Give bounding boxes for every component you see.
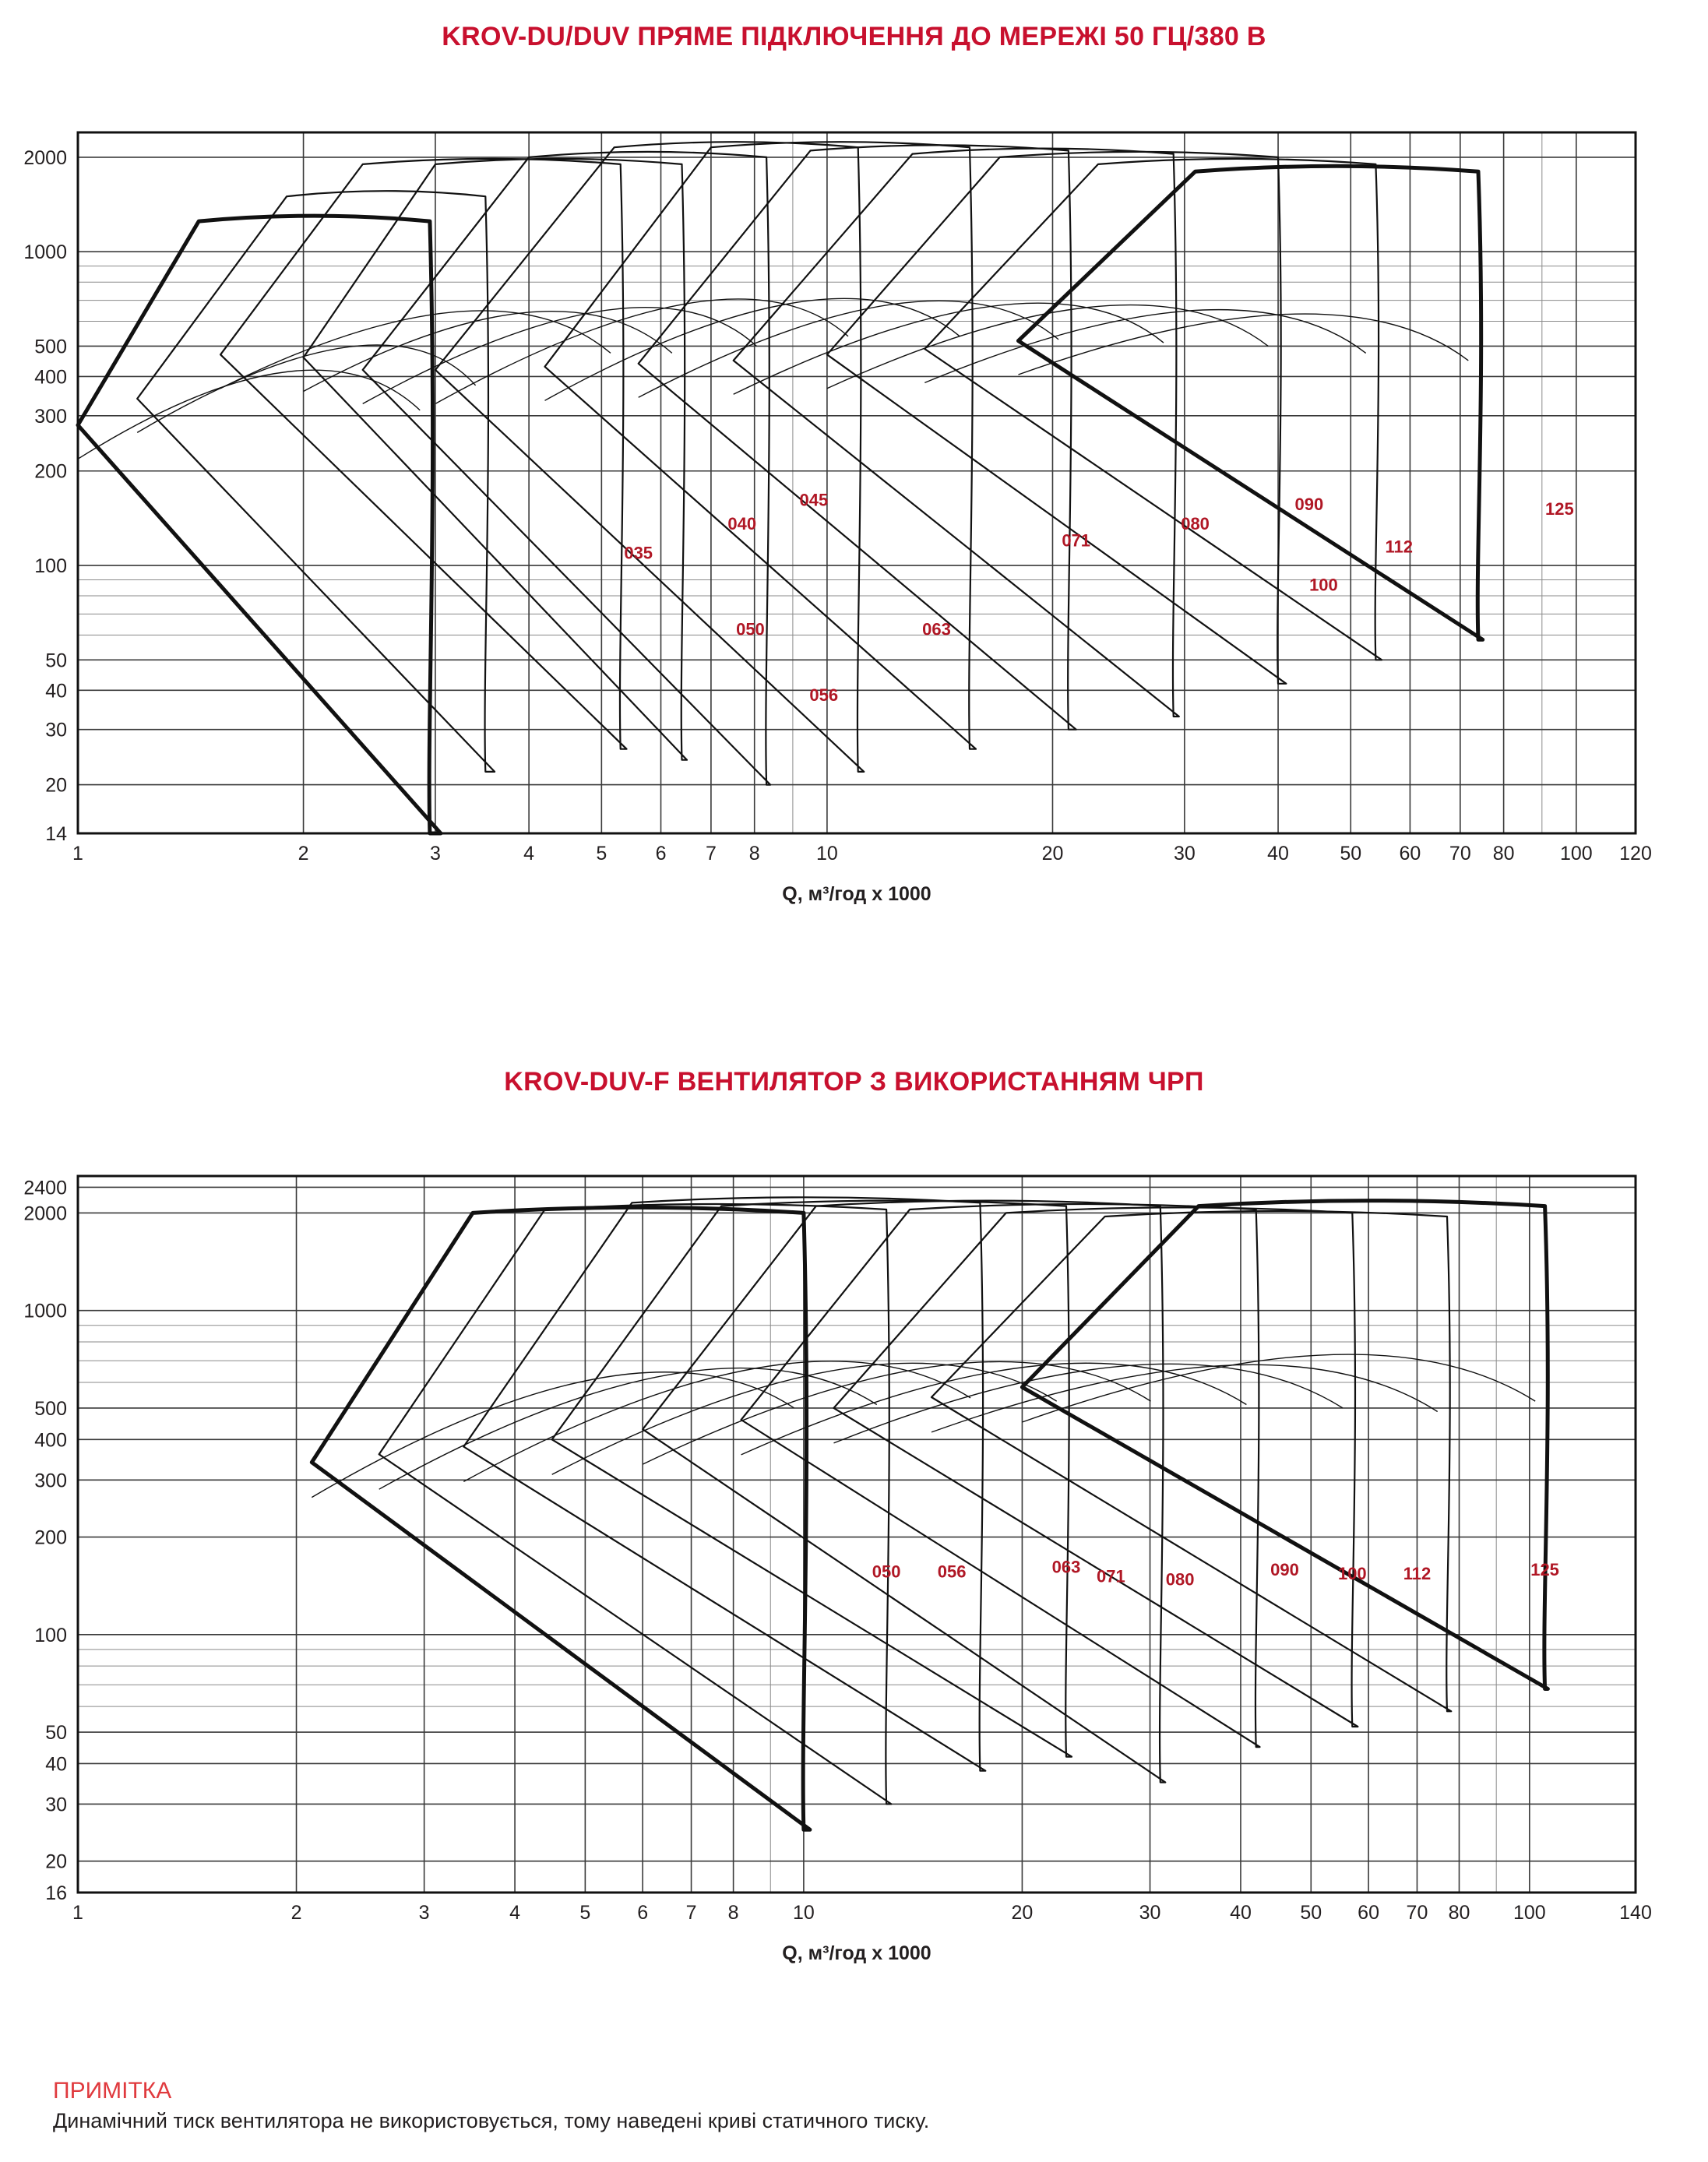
- curve-label-090: 090: [1294, 495, 1324, 515]
- curve-112: [931, 1211, 1451, 1711]
- svg-text:7: 7: [685, 1902, 697, 1924]
- svg-text:14: 14: [45, 823, 67, 845]
- svg-text:100: 100: [1559, 843, 1593, 864]
- svg-text:40: 40: [45, 1753, 67, 1776]
- svg-text:3: 3: [429, 843, 441, 864]
- svg-text:100: 100: [34, 1624, 67, 1646]
- svg-text:200: 200: [34, 460, 67, 483]
- curve-056: [379, 1204, 892, 1804]
- svg-text:1: 1: [72, 1902, 83, 1924]
- curve-100: [834, 1207, 1358, 1727]
- curve-125: [1019, 166, 1483, 639]
- svg-text:5: 5: [596, 843, 607, 864]
- curve-035: [78, 216, 441, 833]
- svg-text:Q, м³/год х 1000: Q, м³/год х 1000: [782, 1942, 931, 1964]
- note-block: [53, 2078, 1611, 2133]
- svg-text:1000: 1000: [23, 241, 67, 264]
- svg-text:6: 6: [655, 843, 667, 864]
- curve-label-125: 125: [1530, 1560, 1559, 1580]
- chart2-title: KROV-DUV-F ВЕНТИЛЯТОР З ВИКОРИСТАННЯМ ЧРП: [504, 1067, 1204, 1097]
- svg-text:500: 500: [34, 336, 67, 358]
- curve-080: [639, 145, 1076, 729]
- chart1-title: KROV-DU/DUV ПРЯМЕ ПІДКЛЮЧЕННЯ ДО МЕРЕЖІ 50 ГЦ/380 В: [442, 22, 1266, 51]
- svg-text:140: 140: [1619, 1902, 1652, 1924]
- curve-label-125: 125: [1545, 499, 1574, 519]
- svg-text:70: 70: [1449, 843, 1471, 864]
- svg-text:100: 100: [34, 555, 67, 578]
- svg-text:3: 3: [418, 1902, 430, 1924]
- curve-label-080: 080: [1165, 1569, 1195, 1590]
- svg-text:50: 50: [45, 1722, 67, 1745]
- svg-text:8: 8: [748, 843, 760, 864]
- curve-040: [137, 191, 495, 772]
- svg-text:500: 500: [34, 1397, 67, 1420]
- svg-text:16: 16: [45, 1882, 67, 1904]
- curve-label-056: 056: [937, 1562, 967, 1582]
- curve-label-071: 071: [1062, 530, 1091, 551]
- curve-label-071: 071: [1096, 1566, 1125, 1586]
- curve-100: [827, 152, 1287, 684]
- svg-text:10: 10: [793, 1902, 815, 1924]
- svg-text:1: 1: [72, 843, 83, 864]
- svg-text:30: 30: [45, 719, 67, 741]
- svg-text:2000: 2000: [23, 1202, 67, 1225]
- curve-071: [552, 1201, 1072, 1757]
- chart1-plot: [0, 109, 1708, 966]
- svg-text:70: 70: [1406, 1902, 1428, 1924]
- svg-text:60: 60: [1399, 843, 1421, 864]
- curve-label-035: 035: [624, 543, 653, 563]
- svg-text:80: 80: [1448, 1902, 1470, 1924]
- svg-text:10: 10: [816, 843, 838, 864]
- note-text: Динамічний тиск вентилятора не використовується, тому наведені криві статичного тиску.: [53, 2109, 930, 2132]
- curve-label-090: 090: [1270, 1560, 1299, 1580]
- curve-label-050: 050: [736, 619, 765, 639]
- curve-label-050: 050: [872, 1562, 901, 1582]
- svg-text:200: 200: [34, 1526, 67, 1549]
- curve-label-063: 063: [922, 619, 951, 639]
- svg-text:30: 30: [1139, 1902, 1161, 1924]
- curve-label-080: 080: [1181, 514, 1210, 534]
- svg-text:Q, м³/год х 1000: Q, м³/год х 1000: [782, 883, 931, 905]
- svg-text:120: 120: [1619, 843, 1652, 864]
- curve-label-056: 056: [809, 685, 839, 705]
- svg-text:20: 20: [1041, 843, 1064, 864]
- svg-text:1000: 1000: [23, 1300, 67, 1322]
- svg-text:5: 5: [579, 1902, 591, 1924]
- svg-text:50: 50: [45, 650, 67, 672]
- svg-text:40: 40: [1267, 843, 1289, 864]
- curve-label-112: 112: [1403, 1563, 1432, 1583]
- chart2-plot: [0, 1153, 1708, 2025]
- svg-text:300: 300: [34, 405, 67, 428]
- svg-text:7: 7: [705, 843, 717, 864]
- svg-text:100: 100: [1513, 1902, 1546, 1924]
- svg-text:40: 40: [1230, 1902, 1252, 1924]
- curve-label-040: 040: [727, 514, 757, 534]
- curve-050: [312, 1207, 810, 1829]
- note-title: ПРИМІТКА: [53, 2078, 172, 2104]
- svg-text:2: 2: [291, 1902, 302, 1924]
- curve-063: [435, 142, 864, 772]
- curve-090: [734, 149, 1179, 717]
- svg-text:4: 4: [509, 1902, 521, 1924]
- chart2-container: [0, 1153, 1708, 2025]
- svg-text:20: 20: [45, 1850, 67, 1873]
- svg-text:20: 20: [45, 774, 67, 797]
- svg-text:2: 2: [298, 843, 309, 864]
- curve-label-100: 100: [1309, 575, 1338, 595]
- svg-text:80: 80: [1492, 843, 1515, 864]
- svg-text:300: 300: [34, 1470, 67, 1492]
- svg-text:2000: 2000: [23, 146, 67, 169]
- svg-text:30: 30: [45, 1794, 67, 1816]
- svg-text:50: 50: [1300, 1902, 1322, 1924]
- curve-label-045: 045: [799, 490, 829, 510]
- svg-text:400: 400: [34, 366, 67, 389]
- curve-090: [741, 1204, 1260, 1747]
- curve-071: [545, 142, 977, 749]
- curve-050: [304, 159, 687, 760]
- curve-label-112: 112: [1385, 537, 1414, 557]
- svg-text:60: 60: [1358, 1902, 1379, 1924]
- svg-text:40: 40: [45, 680, 67, 702]
- curve-125: [1022, 1201, 1548, 1689]
- svg-text:2400: 2400: [23, 1177, 67, 1199]
- svg-text:30: 30: [1173, 843, 1196, 864]
- curve-label-100: 100: [1337, 1563, 1367, 1583]
- chart1-container: [0, 109, 1708, 966]
- svg-text:400: 400: [34, 1429, 67, 1452]
- curve-label-063: 063: [1051, 1557, 1081, 1577]
- svg-text:6: 6: [637, 1902, 649, 1924]
- svg-text:50: 50: [1340, 843, 1362, 864]
- svg-text:4: 4: [523, 843, 535, 864]
- svg-text:8: 8: [727, 1902, 739, 1924]
- svg-text:20: 20: [1011, 1902, 1034, 1924]
